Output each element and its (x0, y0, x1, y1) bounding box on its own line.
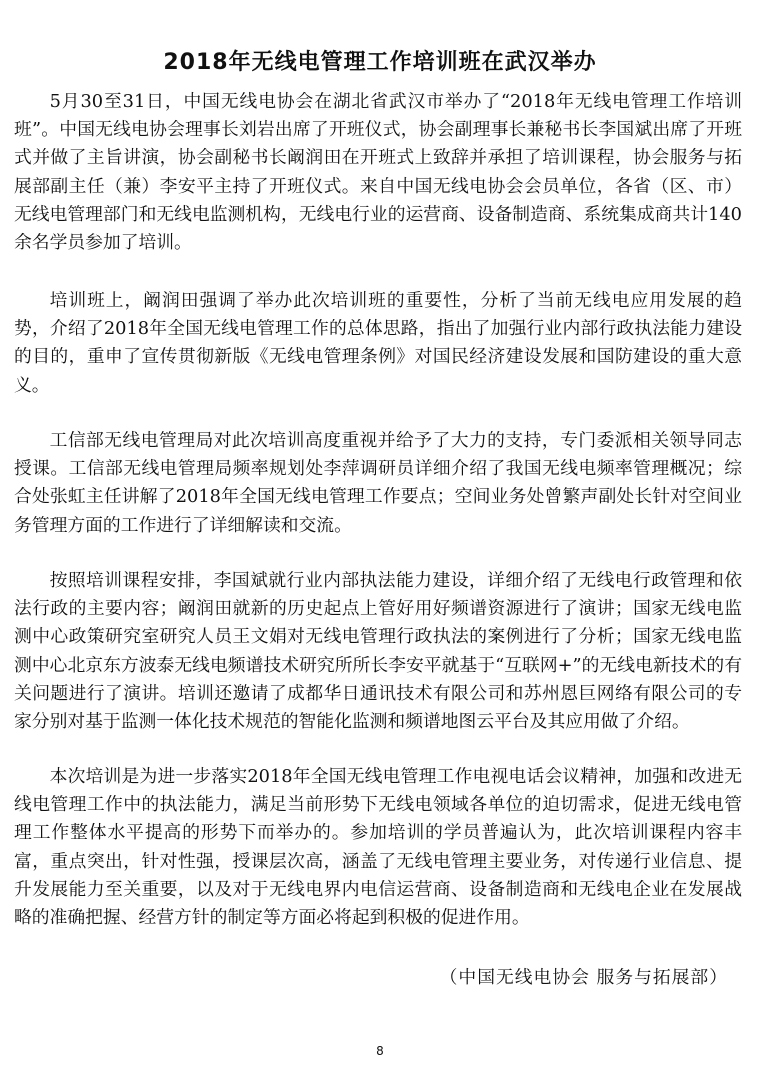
page-number: 8 (376, 1044, 384, 1058)
article-title: 2018年无线电管理工作培训班在武汉举办 (163, 49, 597, 75)
paragraph-2: 培训班上，阚润田强调了举办此次培训班的重要性，分析了当前无线电应用发展的趋势，介绍了2018年全国无线电管理工作的总体思路，指出了加强行业内部行政执法能力建设的目的，重申了宣传贯彻新版《无线电管理条例》对国民经济建设发展和国防建设的重大意义。 (14, 290, 742, 396)
author-signature: （中国无线电协会 服务与拓展部） (439, 967, 728, 988)
paragraph-1: 5月30至31日，中国无线电协会在湖北省武汉市举办了“2018年无线电管理工作培训班”。中国无线电协会理事长刘岩出席了开班仪式，协会副理事长兼秘书长李国斌出席了开班式并做了主旨讲演，协会副秘书长阚润田在开班式上致辞并承担了培训课程，协会服务与拓展部副主任（兼）李安平主持了开班仪式。来自中国无线电协会会员单位，各省（区、市）无线电管理部门和无线电监测机构，无线电行业的运营商、设备制造商、系统集成商共计140余名学员参加了培训。 (14, 91, 742, 254)
paragraph-5: 本次培训是为进一步落实2018年全国无线电管理工作电视电话会议精神，加强和改进无线电管理工作中的执法能力，满足当前形势下无线电领域各单位的迫切需求，促进无线电管理工作整体水平提高的形势下而举办的。参加培训的学员普遍认为，此次培训课程内容丰富，重点突出，针对性强，授课层次高，涵盖了无线电管理主要业务，对传递行业信息、提升发展能力至关重要，以及对于无线电界内电信运营商、设备制造商和无线电企业在发展战略的准确把握、经营方针的制定等方面必将起到积极的促进作用。 (14, 766, 742, 929)
paragraph-3: 工信部无线电管理局对此次培训高度重视并给予了大力的支持，专门委派相关领导同志授课。工信部无线电管理局频率规划处李萍调研员详细介绍了我国无线电频率管理概况；综合处张虹主任讲解了2018年全国无线电管理工作要点；空间业务处曾繁声副处长针对空间业务管理方面的工作进行了详细解读和交流。 (14, 430, 742, 536)
paragraph-4: 按照培训课程安排，李国斌就行业内部执法能力建设，详细介绍了无线电行政管理和依法行政的主要内容；阚润田就新的历史起点上管好用好频谱资源进行了演讲；国家无线电监测中心政策研究室研究人员王文娟对无线电管理行政执法的案例进行了分析；国家无线电监测中心北京东方波泰无线电频谱技术研究所所长李安平就基于“互联网+”的无线电新技术的有关问题进行了演讲。培训还邀请了成都华日通讯技术有限公司和苏州恩巨网络有限公司的专家分别对基于监测一体化技术规范的智能化监测和频谱地图云平台及其应用做了介绍。 (14, 570, 742, 733)
